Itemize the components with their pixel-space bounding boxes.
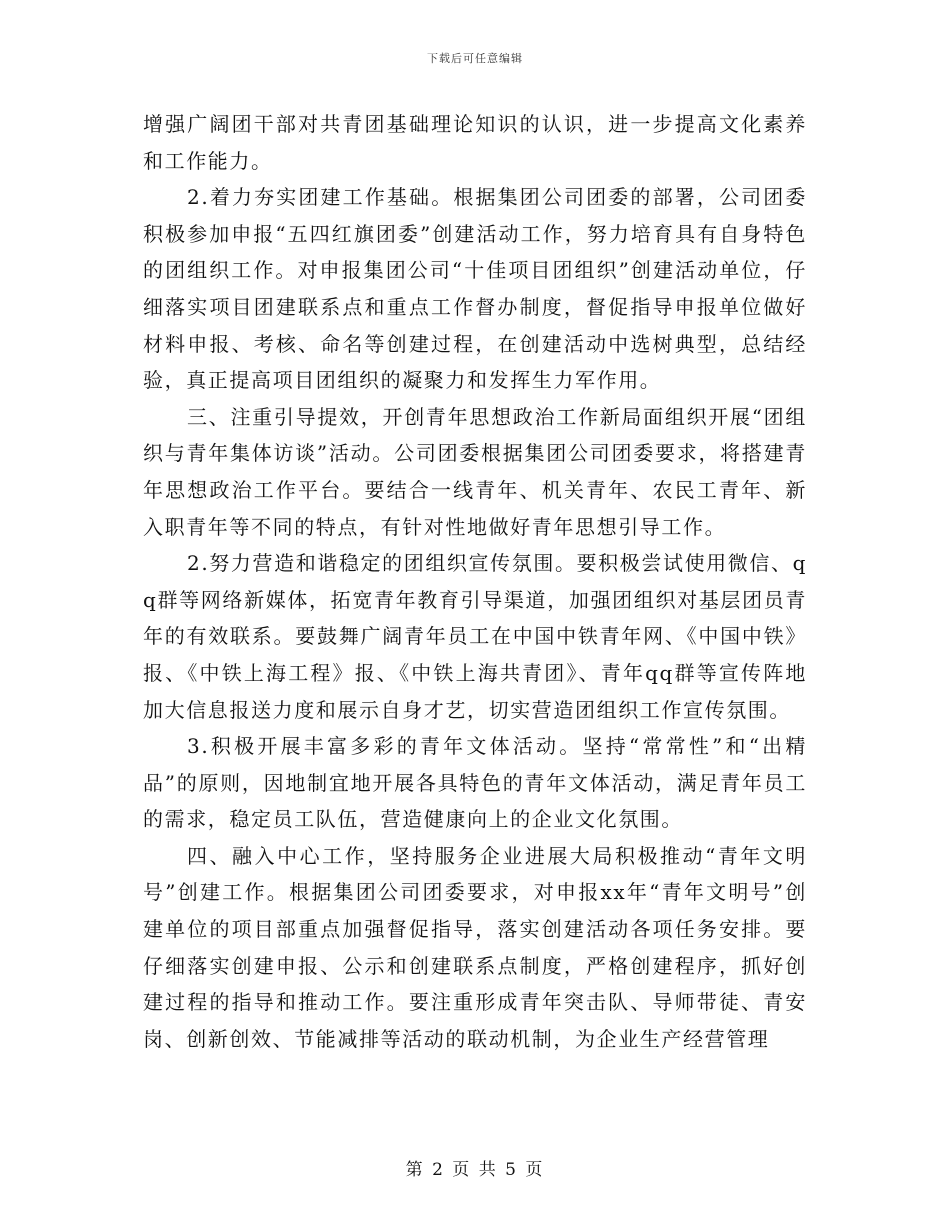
paragraph: 2.着力夯实团建工作基础。根据集团公司团委的部署，公司团委积极参加申报“五四红旗团委”创建活动工作，努力培育具有自身特色的团组织工作。对申报集团公司“十佳项目团组织”创建活动单位，仔细落实项目团建联系点和重点工作督办制度，督促指导申报单位做好材料申报、考核、命名等创建过程，在创建活动中选树典型，总结经验，真正提高项目团组织的凝聚力和发挥生力军作用。: [143, 185, 807, 393]
paragraph: 三、注重引导提效，开创青年思想政治工作新局面组织开展“团组织与青年集体访谈”活动。公司团委根据集团公司团委要求，将搭建青年思想政治工作平台。要结合一线青年、机关青年、农民工青年、新入职青年等不同的特点，有针对性地做好青年思想引导工作。: [143, 404, 807, 539]
page-header: 下载后可任意编辑: [427, 52, 523, 65]
paragraph: 四、融入中心工作，坚持服务企业进展大局积极推动“青年文明号”创建工作。根据集团公司团委要求，对申报xx年“青年文明号”创建单位的项目部重点加强督促指导，落实创建活动各项任务安排。要仔细落实创建申报、公示和创建联系点制度，严格创建程序，抓好创建过程的指导和推动工作。要注重形成青年突击队、导师带徒、青安岗、创新创效、节能减排等活动的联动机制，为企业生产经营管理: [143, 843, 807, 1051]
paragraph: 2.努力营造和谐稳定的团组织宣传氛围。要积极尝试使用微信、qq群等网络新媒体，拓宽青年教育引导渠道，加强团组织对基层团员青年的有效联系。要鼓舞广阔青年员工在中国中铁青年网、《中国中铁》报、《中铁上海工程》报、《中铁上海共青团》、青年qq群等宣传阵地加大信息报送力度和展示自身才艺，切实营造团组织工作宣传氛围。: [143, 551, 807, 722]
document-body: [143, 106, 807, 1057]
page-number-footer: 第 2 页 共 5 页: [405, 1160, 545, 1180]
paragraph: 3.积极开展丰富多彩的青年文体活动。坚持“常常性”和“出精品”的原则，因地制宜地开展各具特色的青年文体活动，满足青年员工的需求，稳定员工队伍，营造健康向上的企业文化氛围。: [143, 734, 807, 832]
paragraph: 增强广阔团干部对共青团基础理论知识的认识，进一步提高文化素养和工作能力。: [143, 112, 807, 173]
